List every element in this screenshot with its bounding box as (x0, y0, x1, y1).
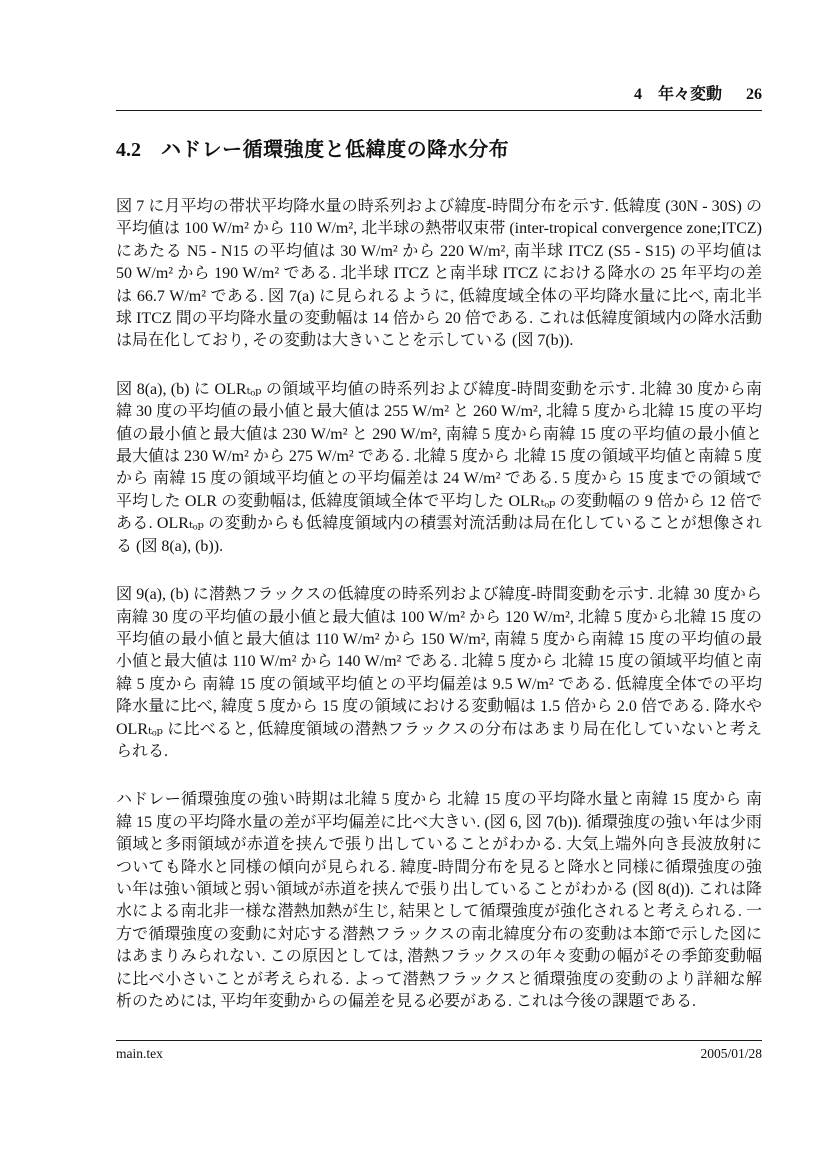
header-section-number: 4 (633, 86, 642, 103)
section-heading (116, 138, 509, 162)
section-heading-title: ハドレー循環強度と低緯度の降水分布 (161, 139, 510, 161)
paragraph-precipitation-timeseries: 図 7 に月平均の帯状平均降水量の時系列および緯度-時間分布を示す. 低緯度 (30N - 30S) の平均値は 100 W/m² から 110 W/m², 北半球の熱帯収束帯 (inter-tropical convergence zone;ITCZ) にあたる N5 - N15 の平均値は 30 W/m² から 220 W/m², 南半球 ITCZ (S5 - S15) の平均値は 50 W/m² から 190 W/m² である. 北半球 ITCZ と南半球 ITCZ における降水の 25 年平均の差は 66.7 W/m² である. 図 7(a) に見られるように, 低緯度域全体の平均降水量に比べ, 南北半球 ITCZ 間の平均降水量の変動幅は 14 倍から 20 倍である. これは低緯度領域内の降水活動は局在化しており, その変動は大きいことを示している (図 7(b)). (116, 198, 762, 350)
section-heading-number: 4.2 (116, 139, 141, 161)
footer-filename: main.tex (116, 1046, 163, 1061)
header-section-title: 年々変動 (657, 86, 722, 103)
running-header (116, 86, 762, 111)
paragraph-hadley-circulation-discussion: ハドレー循環強度の強い時期は北緯 5 度から 北緯 15 度の平均降水量と南緯 15 度から 南緯 15 度の平均降水量の差が平均偏差に比べ大きい. (図 6, 図 7(b)). 循環強度の強い年は少雨領域と多雨領域が赤道を挟んで張り出していることがわかる. 大気上端外向き長波放射についても降水と同様の傾向が見られる. 緯度-時間分布を見ると降水と同様に循環強度の強い年は強い領域と弱い領域が赤道を挟んで張り出していることがわかる (図 8(d)). これは降水による南北非一様な潜熱加熱が生じ, 結果として循環強度が強化されると考えられる. 一方で循環強度の変動に対応する潜熱フラックスの南北緯度分布の変動は本節で示した図にはあまりみられない. この原因としては, 潜熱フラックスの年々変動の幅がその季節変動幅に比べ小さいことが考えられる. よって潜熱フラックスと循環強度の変動のより詳細な解析のためには, 平均年変動からの偏差を見る必要がある. これは今後の課題である. (116, 791, 762, 1010)
body-text (116, 196, 762, 1039)
paragraph-latent-heat-flux: 図 9(a), (b) に潜熱フラックスの低緯度の時系列および緯度-時間変動を示す. 北緯 30 度から南緯 30 度の平均値の最小値と最大値は 100 W/m² から 120 W/m², 北緯 5 度から北緯 15 度の平均値の最小値と最大値は 110 W/m² から 150 W/m², 南緯 5 度から南緯 15 度の平均値の最小値と最大値は 110 W/m² から 140 W/m² である. 北緯 5 度から 北緯 15 度の領域平均値と南緯 5 度から 南緯 15 度の領域平均値との平均偏差は 9.5 W/m² である. 低緯度全体での平均降水量に比べ, 緯度 5 度から 15 度の領域における変動幅は 1.5 倍から 2.0 倍である. 降水や OLRₜₒₚ に比べると, 低緯度領域の潜熱フラックスの分布はあまり局在化していないと考えられる. (116, 586, 762, 760)
footer-date: 2005/01/28 (700, 1046, 762, 1061)
header-page-number: 26 (746, 86, 762, 103)
paragraph-olr-variation: 図 8(a), (b) に OLRₜₒₚ の領域平均値の時系列および緯度-時間変動を示す. 北緯 30 度から南緯 30 度の平均値の最小値と最大値は 255 W/m² と 260 W/m², 北緯 5 度から北緯 15 度の平均値の最小値と最大値は 230 W/m² と 290 W/m², 南緯 5 度から南緯 15 度の平均値の最小値と最大値は 230 W/m² から 275 W/m² である. 北緯 5 度から 北緯 15 度の領域平均値と南緯 5 度から 南緯 15 度の領域平均値との平均偏差は 24 W/m² である. 5 度から 15 度までの領域で平均した OLR の変動幅は, 低緯度領域全体で平均した OLRₜₒₚ の変動幅の 9 倍から 12 倍である. OLRₜₒₚ の変動からも低緯度領域内の積雲対流活動は局在化していることが想像される (図 8(a), (b)). (116, 380, 762, 555)
page-footer (116, 1040, 762, 1062)
